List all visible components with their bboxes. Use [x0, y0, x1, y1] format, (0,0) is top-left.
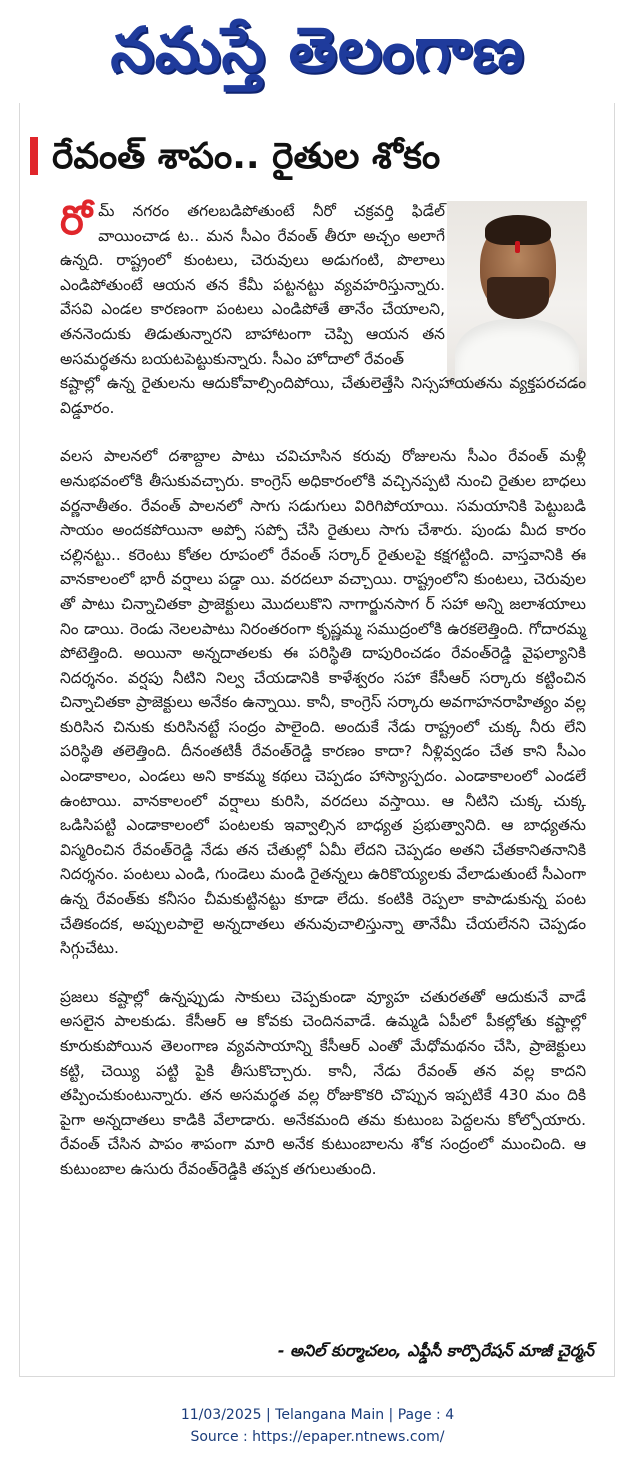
footer [0, 1404, 635, 1448]
paragraph-1-text: మ్ నగరం తగలబడిపోతుంటే నీరో చక్రవర్తి ఫిడేల్ వాయించాడ ట.. మన సీఎం రేవంత్ తీరూ అచ్చం అలాగే ఉన్నది. రాష్ట్రంలో కుంటలు, చెరువులు అడుగంటి, పొలాలు ఎండిపోతుంటే ఆయన తన కేమీ పట్టనట్టు వ్యవహరిస్తున్నారు. వేసవి ఎండల కారణంగా పంటలు ఎండిపోతే తానేం చేయాలని, తననెందుకు తిడుతున్నారని బాహాటంగా చెప్పి ఆయన తన అసమర్థతను బయటపెట్టుకున్నారు. సీఎం హోదాలో రేవంత్ [60, 202, 445, 368]
footer-source-link[interactable]: Source : https://epaper.ntnews.com/ [190, 1429, 445, 1445]
paragraph-gap [60, 420, 586, 444]
article [19, 103, 615, 1377]
paragraph-gap [60, 961, 586, 985]
article-body [60, 199, 586, 1182]
headline-block [30, 129, 604, 187]
paragraph-1-tail: కష్టాల్లో ఉన్న రైతులను ఆదుకోవాల్సిందిపోయి, చేతులెత్తేసి నిస్సహాయతను వ్యక్తపరచడం విడ్డూరం. [60, 374, 586, 417]
byline: - అనిల్ కుర్మాచలం, ఎఫ్డీసీ కార్పొరేషన్ మాజీ చైర్మన్ [277, 1341, 594, 1360]
paragraph-1 [60, 199, 445, 371]
paragraph-3: ప్రజలు కష్టాల్లో ఉన్నప్పుడు సాకులు చెప్పకుండా వ్యూహ చతురతతో ఆదుకునే వాడే అసలైన పాలకుడు. కేసీఆర్ ఆ కోవకు చెందినవాడే. ఉమ్మడి ఏపీలో పీకల్లోతు కష్టాల్లో కూరుకుపోయిన తెలంగాణ వ్యవసాయాన్ని కేసీఆర్ ఎంతో మేధోమథనం చేసి, ప్రాజెక్టులు కట్టి, చెయ్యి పట్టి పైకి తీసుకొచ్చారు. కానీ, నేడు రేవంత్ తన వల్ల కాదని తప్పించుకుంటున్నారు. తన అసమర్థత వల్ల రోజుకొకరి చొప్పున ఇప్పటికే 430 మం దికి పైగా అన్నదాతలు కాడికి వేలాడారు. అనేకమంది తమ కుటుంబ పెద్దలను కోల్పోయారు. రేవంత్ చేసిన పాపం శాపంగా మారి అనేక కుటుంబాలను శోక సంద్రంలో ముంచింది. ఆ కుటుంబాల ఉసురు రేవంత్‌రెడ్డికి తప్పక తగులుతుంది. [60, 987, 586, 1178]
dropcap: రో [60, 198, 93, 244]
headline: రేవంత్ శాపం.. రైతుల శోకం [52, 136, 441, 177]
masthead [0, 6, 635, 98]
headline-accent-bar [30, 137, 38, 175]
paragraph-2: వలస పాలనలో దశాబ్దాల పాటు చవిచూసిన కరువు రోజులను సీఎం రేవంత్ మళ్లీ అనుభవంలోకి తీసుకువచ్చారు. కాంగ్రెస్ అధికారంలోకి వచ్చినప్పటి నుంచి రైతుల బాధలు వర్ణనాతీతం. రేవంత్ పాలనలో సాగు సడుగులు విరిగిపోయాయి. సమయానికి పెట్టుబడి సాయం అందకపోయినా అప్పో సప్పో చేసి రైతులు సాగు చేశారు. పుండు మీద కారం చల్లినట్టు.. కరెంటు కోతల రూపంలో రేవంత్ సర్కార్ రైతులపై కక్షగట్టింది. వాస్తవానికి ఈ వానకాలంలో భారీ వర్షాలు పడ్డా యి. వరదలూ వచ్చాయి. రాష్ట్రంలోని కుంటలు, చెరువుల తో పాటు చిన్నాచితకా ప్రాజెక్టులు మొదలుకొని నాగార్జునసాగ ర్ సహా అన్ని జలాశయాలు నిం డాయి. రెండు నెలలపాటు నిరంతరంగా కృష్ణమ్మ సముద్రంలోకి ఉరకలెత్తింది. గోదారమ్మ పోటెత్తింది. అయినా అన్నదాతలకు ఈ పరిస్థితి దాపురించడం రేవంత్‌రెడ్డి వైఫల్యానికి నిదర్శనం. వర్షపు నీటిని నిల్వ చేయడానికి కాళేశ్వరం సహా కేసీఆర్ సర్కారు కట్టించిన చిన్నాచితకా ప్రాజెక్టులు అనేకం ఉన్నాయి. కానీ, కాంగ్రెస్ సర్కారు అవగాహనరాహిత్యం వల్ల కురిసిన చినుకు కురిసినట్టే సంద్రం పాలైంది. అందుకే నేడు రాష్ట్రంలో చుక్క నీరు లేని పరిస్థితి తలెత్తింది. దీనంతటికీ రేవంత్‌రెడ్డి కారణం కాదా? నీళ్లివ్వడం చేత కాని సీఎం ఎండాకాలం, ఎండలు అని కాకమ్మ కథలు చెప్పడం హాస్యాస్పదం. ఎండాకాలంలో ఎండలే ఉంటాయి. వానకాలంలో వర్షాలు కురిసి, వరదలు వస్తాయి. ఆ నీటిని చుక్క చుక్క ఒడిసిపట్టి ఎండాకాలంలో పంటలకు ఇవ్వాల్సిన బాధ్యత ప్రభుత్వానిది. ఆ బాధ్యతను విస్మరించిన రేవంత్‌రెడ్డి నేడు తన చేతుల్లో ఏమీ లేదని చెప్పడం అతని చేతకానితనానికి నిదర్శనం. పంటలు ఎండి, గుండెలు మండి రైతన్నలు ఉరికొయ్యలకు వేలాడుతుంటే సీఎంగా ఉన్న రేవంత్‌కు కనీసం చీమకుట్టినట్టు కూడా లేదు. కంటికి రెప్పలా కాపాడుకున్న పంట చేతికందక, అప్పులపాలై అన్నదాతలు తనువుచాలిస్తున్నా తానేమీ చేయలేనని చెప్పడం సిగ్గుచేటు. [60, 447, 586, 958]
masthead-logo: నమస్తే తెలంగాణ [110, 13, 525, 86]
footer-date-line: 11/03/2025 | Telangana Main | Page : 4 [180, 1407, 455, 1423]
